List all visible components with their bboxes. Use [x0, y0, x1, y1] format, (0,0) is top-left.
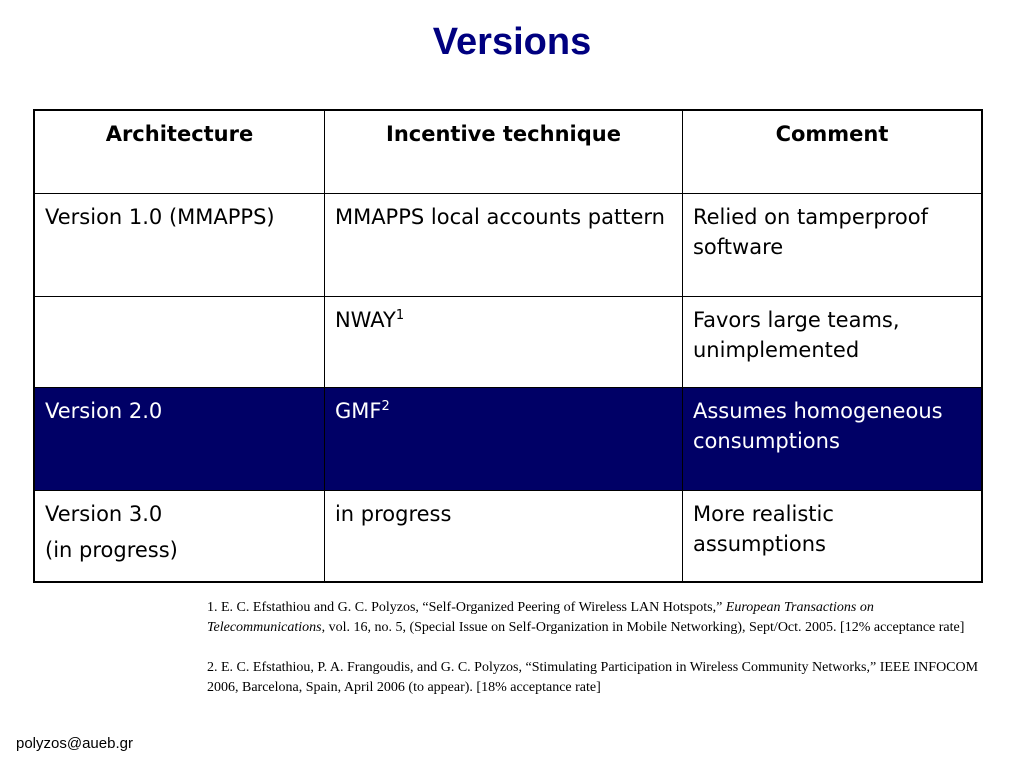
architecture-line2: (in progress) [45, 538, 178, 562]
header-architecture: Architecture [34, 110, 324, 194]
cell-architecture [34, 297, 324, 388]
reference-2-text: 2. E. C. Efstathiou, P. A. Frangoudis, and G. C. Polyzos, “Stimulating Participation in Wireless Community Networks,” IEEE INFOCOM 2006, Barcelona, Spain, April 2006 (to appear). [18% acceptance rate] [207, 660, 979, 695]
table-row [34, 297, 982, 388]
technique-text: NWAY [334, 308, 396, 332]
cell-comment: More realistic assumptions [682, 491, 982, 583]
reference-1-details: , vol. 16, no. 5, (Special Issue on Self-Organization in Mobile Networking), Sept/Oct. 2005. [12% acceptance rate] [321, 620, 965, 635]
cell-comment: Relied on tamperproof software [682, 194, 982, 297]
slide-title: Versions [432, 21, 592, 63]
cell-technique [324, 388, 682, 491]
reference-2 [207, 658, 982, 698]
reference-1 [207, 598, 982, 638]
cell-comment: Favors large teams, unimplemented [682, 297, 982, 388]
versions-table [33, 109, 983, 583]
footer-email: polyzos@aueb.gr [16, 735, 133, 752]
header-incentive-technique: Incentive technique [324, 110, 682, 194]
reference-1-journal: European Transactions on Telecommunications [207, 600, 874, 635]
references [207, 598, 982, 718]
table-header-row [34, 110, 982, 194]
technique-text: GMF [334, 399, 382, 423]
cell-architecture [34, 491, 324, 583]
table-row-highlighted [34, 388, 982, 491]
cell-technique [324, 297, 682, 388]
footnote-ref: 2 [381, 399, 390, 414]
architecture-line1: Version 3.0 [45, 502, 163, 526]
table-row [34, 194, 982, 297]
cell-technique: MMAPPS local accounts pattern [324, 194, 682, 297]
cell-comment: Assumes homogeneous consumptions [682, 388, 982, 491]
cell-architecture: Version 1.0 (MMAPPS) [34, 194, 324, 297]
cell-technique: in progress [324, 491, 682, 583]
reference-1-text: 1. E. C. Efstathiou and G. C. Polyzos, “Self-Organized Peering of Wireless LAN Hotspots,” [207, 600, 726, 615]
cell-architecture: Version 2.0 [34, 388, 324, 491]
footnote-ref: 1 [395, 308, 405, 323]
header-comment: Comment [682, 110, 982, 194]
table-row [34, 491, 982, 583]
